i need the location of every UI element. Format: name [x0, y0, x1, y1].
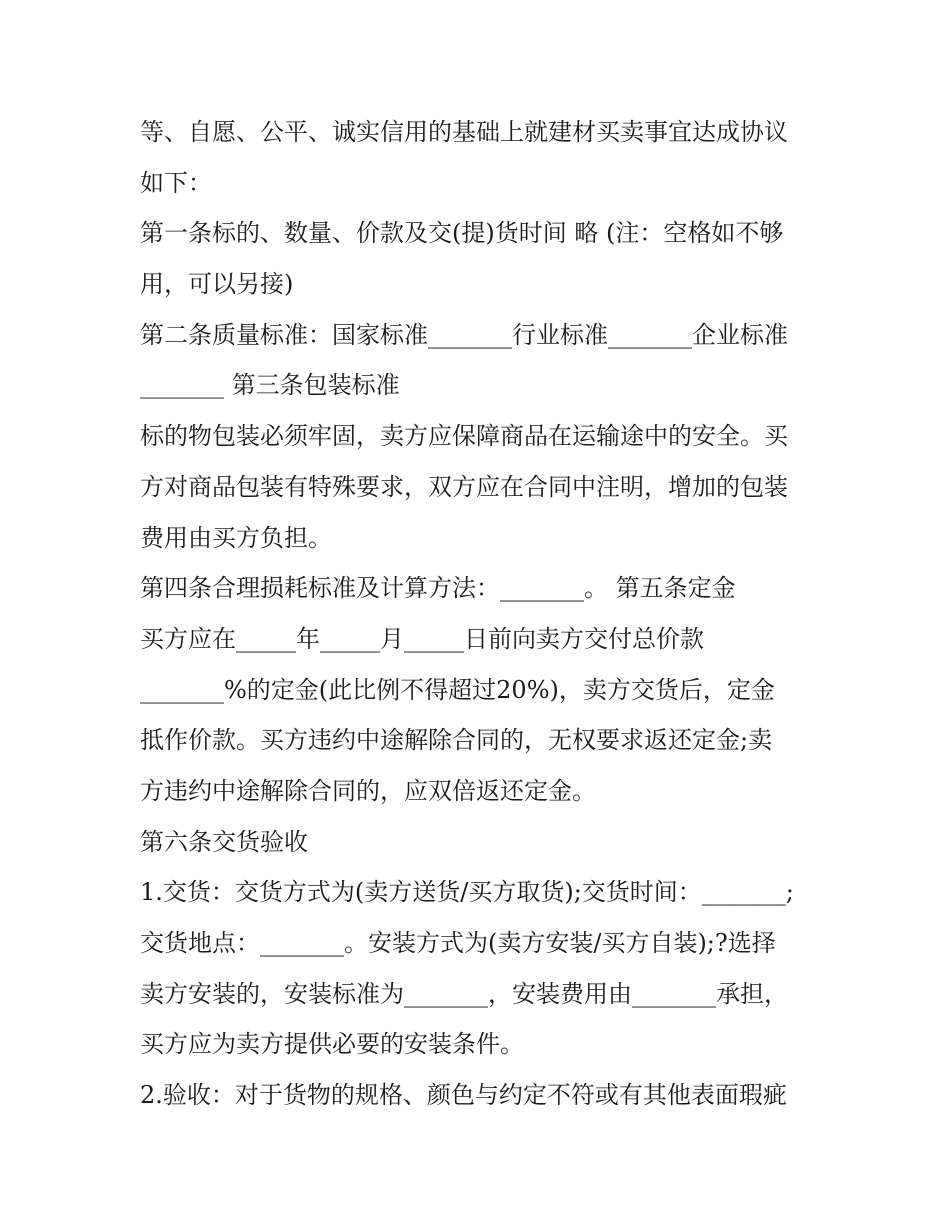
- article-4-5-heading: 第四条合理损耗标准及计算方法：_______。 第五条定金: [140, 574, 736, 603]
- delivery-clause: 1.交货：交货方式为(卖方送货/买方取货);交货时间：_______;: [140, 878, 794, 907]
- text-line: _______%的定金(此比例不得超过20%)，卖方交货后，定金: [140, 675, 775, 704]
- text-line: 卖方安装的，安装标准为_______，安装费用由_______承担，: [140, 979, 788, 1008]
- text-line: 买方应在_____年_____月_____日前向卖方交付总价款: [140, 624, 704, 653]
- text-line: 买方应为卖方提供必要的安装条件。: [140, 1030, 524, 1059]
- text-line: 标的物包装必须牢固，卖方应保障商品在运输途中的安全。买: [140, 422, 788, 451]
- text-line: 抵作价款。买方违约中途解除合同的，无权要求返还定金;卖: [140, 726, 773, 755]
- acceptance-clause: 2.验收：对于货物的规格、颜色与约定不符或有其他表面瑕疵: [140, 1081, 787, 1110]
- article-2-heading: 第二条质量标准：国家标准_______行业标准_______企业标准: [140, 320, 788, 349]
- text-line: 方对商品包装有特殊要求，双方应在合同中注明，增加的包装: [140, 472, 788, 501]
- document-body: [140, 107, 820, 1121]
- text-line: 交货地点：_______。安装方式为(卖方安装/买方自装);?选择: [140, 929, 776, 957]
- text-line: 方违约中途解除合同的，应双倍返还定金。: [140, 776, 596, 805]
- text-line: 费用由买方负担。: [140, 523, 332, 552]
- article-1-heading: 第一条标的、数量、价款及交(提)货时间 略 (注：空格如不够: [140, 219, 784, 248]
- text-line: 用，可以另接): [140, 270, 294, 299]
- text-line: 等、自愿、公平、诚实信用的基础上就建材买卖事宜达成协议: [140, 118, 788, 146]
- article-6-heading: 第六条交货验收: [140, 827, 308, 856]
- article-3-heading: _______ 第三条包装标准: [140, 371, 400, 400]
- text-line: 如下：: [140, 168, 212, 197]
